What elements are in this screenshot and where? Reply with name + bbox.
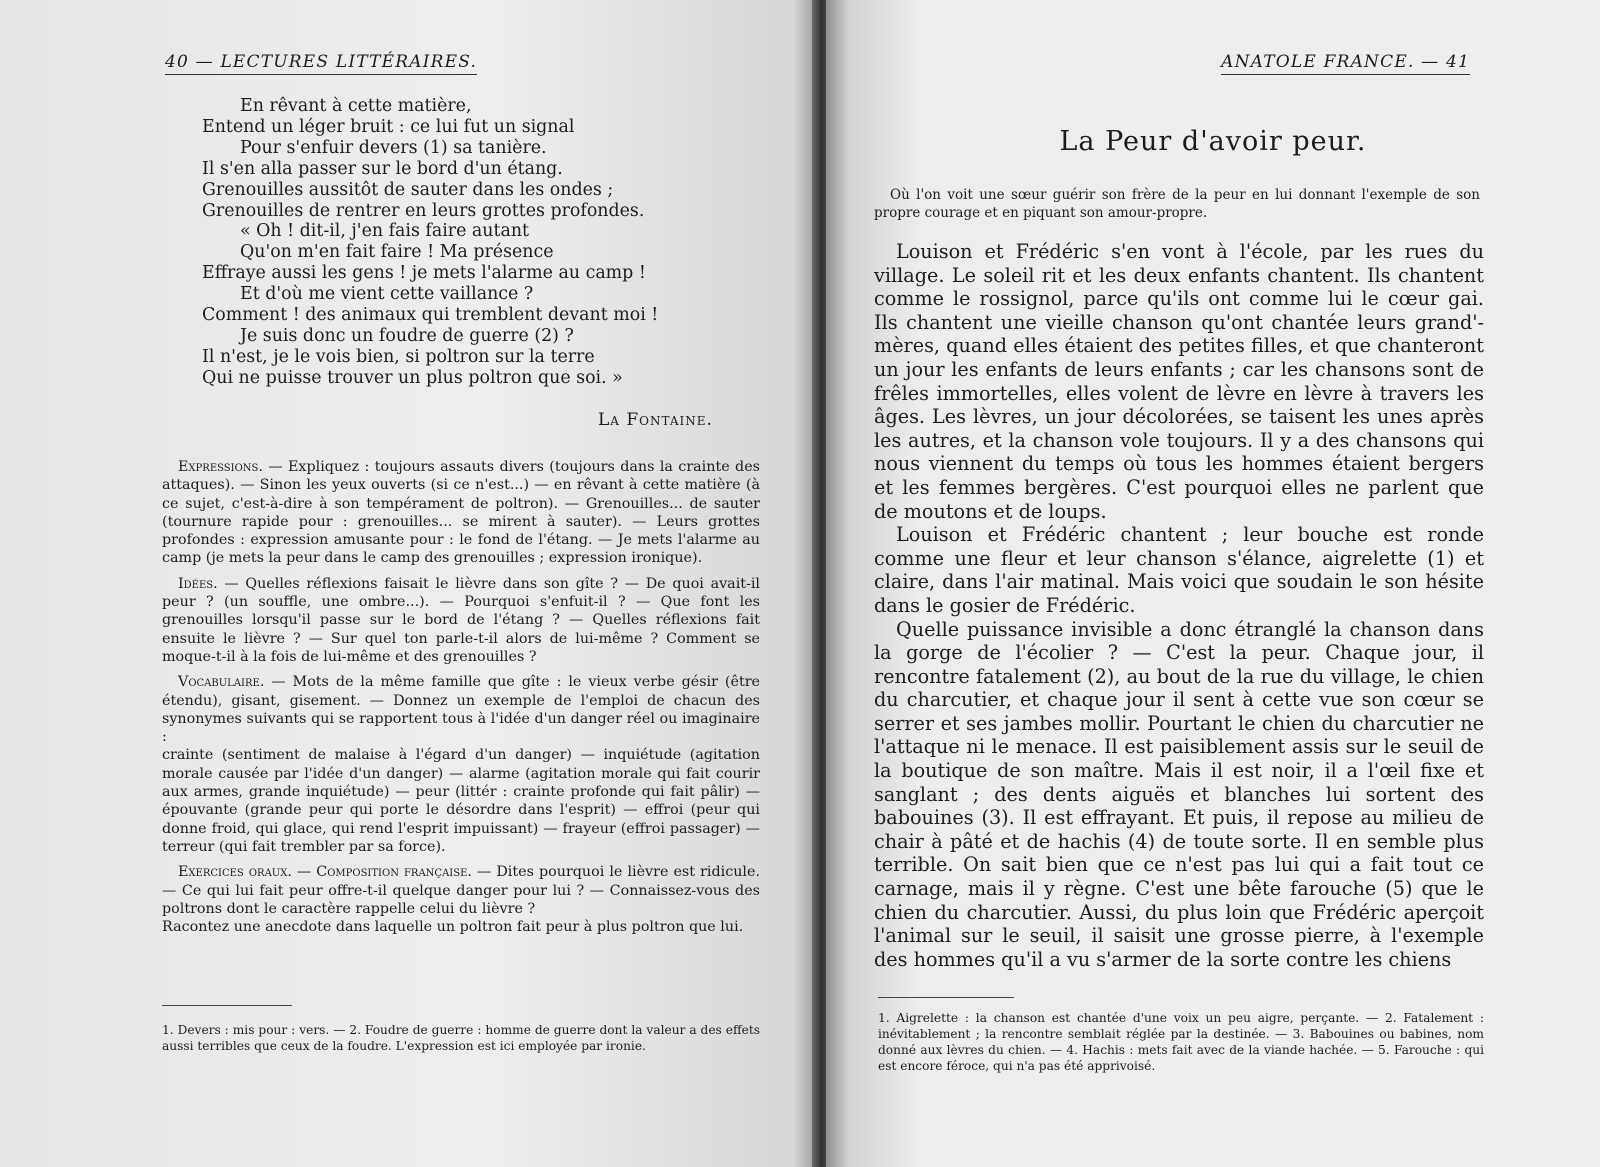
expressions-paragraph <box>162 458 760 568</box>
vocabulaire-list: crainte (sentiment de malaise à l'égard d'un danger) — inquiétude (agitation morale causée par l'idée d'un danger) — alarme (agitation morale qui fait courir aux armes, grande inquiétude) — peur (littér : crainte profonde qui fait pâlir) — épouvante (grande peur qui porte le désordre dans l'esprit) — effroi (peur qui donne froid, qui glace, qui rend l'esprit impuissant) — frayeur (effroi passager) — terreur (qui fait trembler par sa force). <box>162 747 760 855</box>
poem-line: « Oh ! dit-il, j'en fais faire autant <box>240 221 530 242</box>
poem-line: Qui ne puisse trouver un plus poltron que soi. » <box>202 367 623 388</box>
poem-line: Il s'en alla passer sur le bord d'un étang. <box>202 158 563 179</box>
idees-label: Idées. <box>178 575 218 592</box>
body-paragraph-1: Louison et Frédéric s'en vont à l'école, par les rues du village. Le soleil rit et les deux enfants chantent. Ils chantent comme le rossignol, parce qu'ils ont comme lui le cœur gai. Ils chantent une vieille chanson qu'ont chantée leurs grand'-mères, quand elles étaient des petites filles, et que chanteront un jour les enfants de leurs enfants ; car les chansons sont de frêles immortelles, elles volent de lèvre en lèvre à travers les âges. Les lèvres, un jour décolorées, se taisent les unes après les autres, et la chanson vole toujours. Il y a des chansons qui nous viennent du temps où tous les hommes étaient bergers et les femmes bergères. C'est pourquoi elles ne parlent que de moutons et de loups. <box>874 240 1484 523</box>
poem-line: Qu'on m'en fait faire ! Ma présence <box>240 242 554 263</box>
poem-line: Il n'est, je le vois bien, si poltron sur la terre <box>202 346 595 367</box>
poem-line: Je suis donc un foudre de guerre (2) ? <box>240 325 574 346</box>
poem-line: Comment ! des animaux qui tremblent devant moi ! <box>202 305 659 326</box>
poem-line: Grenouilles de rentrer en leurs grottes profondes. <box>202 200 645 221</box>
poem-line: Entend un léger bruit : ce lui fut un signal <box>202 116 575 137</box>
vocabulaire-label: Vocabulaire. <box>178 674 265 691</box>
footnotes-right: 1. Aigrelette : la chanson est chantée d'une voix un peu aigre, perçante. — 2. Fatalement : inévitablement ; la rencontre semblait réglée par la destinée. — 3. Babouines ou babines, nom donné aux lèvres du chien. — 4. Hachis : mets fait avec de la viande hachée. — 5. Farouche : qui est encore féroce, qui n'a pas été apprivoisé. <box>878 1011 1484 1073</box>
poem-signature: La Fontaine. <box>598 410 713 430</box>
running-head-left: 40 — LECTURES LITTÉRAIRES. <box>165 52 477 75</box>
right-page <box>826 0 1600 1167</box>
expressions-label: Expressions. <box>178 459 263 475</box>
poem-line: Grenouilles aussitôt de sauter dans les ondes ; <box>202 179 614 200</box>
poem-line: En rêvant à cette matière, <box>240 96 472 116</box>
footnote-rule-left <box>162 1005 292 1006</box>
poem-line: Et d'où me vient cette vaillance ? <box>240 284 534 305</box>
chapter-title: La Peur d'avoir peur. <box>1059 126 1367 157</box>
idees-paragraph <box>162 575 760 666</box>
running-head-right: ANATOLE FRANCE. — 41 <box>1221 52 1470 75</box>
body-paragraph-2: Louison et Frédéric chantent ; leur bouche est ronde comme une fleur et leur chanson s'élance, aigrelette (1) et claire, dans l'air matinal. Mais voici que soudain le son hésite dans le gosier de Frédéric. <box>874 523 1484 617</box>
poem-line: Effraye aussi les gens ! je mets l'alarme au camp ! <box>202 263 646 284</box>
poem-line: Pour s'enfuir devers (1) sa tanière. <box>240 137 547 158</box>
oraux-text: — Dites pourquoi le lièvre est ridicule. — Ce qui lui fait peur offre-t-il quelque danger pour lui ? — Connaissez-vous des poltrons dont le caractère rappelle celui du lièvre ? <box>162 864 760 917</box>
vocabulaire-text: — Mots de la même famille que gîte : le vieux verbe gésir (être étendu), gisant, gisement. — Donnez un exemple de l'emploi de chacun des synonymes suivants qui se rapportent tous à l'idée d'un danger réel ou imaginaire : <box>162 674 760 746</box>
chapter-summary: Où l'on voit une sœur guérir son frère de la peur en lui donnant l'exemple de son propre courage et en piquant son amour-propre. <box>874 187 1480 221</box>
oraux-paragraph <box>162 863 760 936</box>
body-paragraph-3: Quelle puissance invisible a donc étranglé la chanson dans la gorge de l'écolier ? — C'est la peur. Chaque jour, il rencontre fatalement (2), au bout de la rue du village, le chien du charcutier, et chaque jour il sent à cette vue son cœur se serrer et ses jambes mollir. Pourtant le chien du charcutier ne l'attaque ni le menace. Il est paisiblement assis sur le seuil de la boutique de son maître. Mais il est noir, il a l'œil fixe et sanglant ; des dents aiguës et blanches lui sortent des babouines (3). Il est effrayant. Et puis, il repose au milieu de chair à pâté et de hachis (4) de toute sorte. Il en semble plus terrible. On sait bien que ce n'est pas lui qui a fait tout ce carnage, mais il y règne. C'est une bête farouche (5) que le chien du charcutier. Aussi, du plus loin que Frédéric aperçoit l'animal sur le seuil, il saisit une grosse pierre, à l'exemple des hommes qu'il a vu s'armer de la sorte contre les chiens <box>874 617 1484 971</box>
poem <box>202 96 658 389</box>
oraux-label: Exercices oraux. — Composition française. <box>178 864 472 881</box>
oraux-text-2: Racontez une anecdote dans laquelle un poltron fait peur à plus poltron que lui. <box>162 919 744 936</box>
expressions-text: — Expliquez : toujours assauts divers (toujours dans la crainte des attaques). — Sinon les yeux ouverts (si ce n'est...) — en rêvant à cette matière (à ce sujet, c'est-à-dire à son tempérament de poltron). — Grenouilles... de sauter (tournure rapide pour : grenouilles... se mirent à sauter). — Leurs grottes profondes : expression amusante pour : le fond de l'étang. — Je mets l'alarme au camp (je mets la peur dans le camp des grenouilles ; expression ironique). <box>162 459 760 567</box>
exercises-block <box>162 458 760 943</box>
vocabulaire-paragraph <box>162 673 760 856</box>
chapter-body <box>874 240 1484 971</box>
footnote-rule-right <box>878 997 1014 998</box>
idees-text: — Quelles réflexions faisait le lièvre dans son gîte ? — De quoi avait-il peur ? (un souffle, une ombre...). — Pourquoi s'enfuit-il ? — Que font les grenouilles lorsqu'il passe sur le bord de l'étang ? — Quelles réflexions fait ensuite le lièvre ? — Sur quel ton parle-t-il alors de lui-même ? Comment se moque-t-il à la fois de lui-même et des grenouilles ? <box>162 575 760 665</box>
footnotes-left: 1. Devers : mis pour : vers. — 2. Foudre de guerre : homme de guerre dont la valeur a des effets aussi terribles que ceux de la foudre. L'expression est ici employée par ironie. <box>162 1023 760 1053</box>
